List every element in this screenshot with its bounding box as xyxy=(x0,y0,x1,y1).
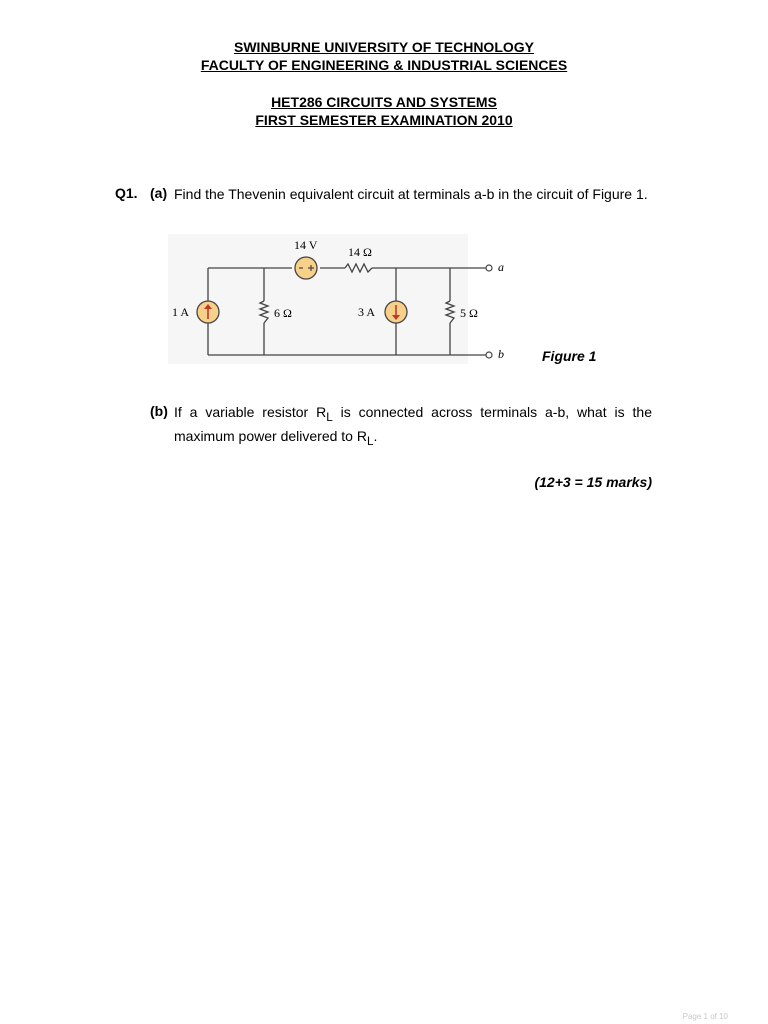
part-a-label: (a) xyxy=(150,185,168,201)
current-source-2 xyxy=(385,301,407,323)
marks-allocation: (12+3 = 15 marks) xyxy=(534,474,652,490)
exam-title: FIRST SEMESTER EXAMINATION 2010 xyxy=(255,112,513,128)
label-1a: 1 A xyxy=(172,305,190,319)
course-title: HET286 CIRCUITS AND SYSTEMS xyxy=(271,94,497,110)
voltage-source xyxy=(295,257,317,279)
part-a-text: Find the Thevenin equivalent circuit at terminals a-b in the circuit of Figure 1. xyxy=(174,186,648,202)
terminal-a-node xyxy=(486,265,492,271)
part-b-label: (b) xyxy=(150,403,168,419)
label-5ohm: 5 Ω xyxy=(460,306,478,320)
faculty-title: FACULTY OF ENGINEERING & INDUSTRIAL SCIENCES xyxy=(200,57,568,73)
label-6ohm: 6 Ω xyxy=(274,306,292,320)
label-terminal-a: a xyxy=(498,260,504,274)
label-terminal-b: b xyxy=(498,347,504,361)
label-14v: 14 V xyxy=(294,238,318,252)
university-title: SWINBURNE UNIVERSITY OF TECHNOLOGY xyxy=(234,39,534,55)
circuit-figure xyxy=(168,234,513,364)
terminal-b-node xyxy=(486,352,492,358)
part-b-text: If a variable resistor $R_L$ is connected across terminals a-b, what is the maximum power delivered to $R_L$. xyxy=(174,404,652,448)
question-number: Q1. xyxy=(115,185,138,201)
figure-caption: Figure 1 xyxy=(542,348,597,364)
current-source-1 xyxy=(197,301,219,323)
page-number: Page 1 of 10 xyxy=(682,1012,728,1021)
label-3a: 3 A xyxy=(358,305,376,319)
label-14ohm: 14 Ω xyxy=(348,245,372,259)
